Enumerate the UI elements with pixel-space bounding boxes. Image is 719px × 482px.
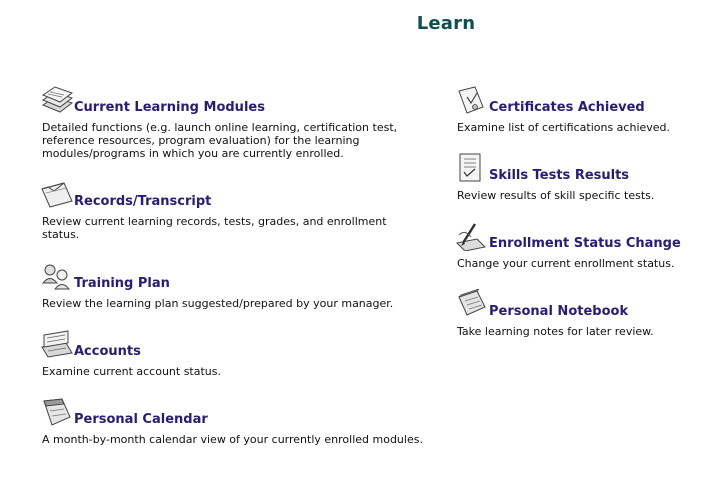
- enrollment-status-change-link[interactable]: [455, 221, 705, 253]
- certificates-achieved-title[interactable]: Certificates Achieved: [489, 100, 645, 115]
- calculator-icon[interactable]: [40, 329, 74, 359]
- training-plan-description: Review the learning plan suggested/prepared by your manager.: [42, 297, 394, 310]
- records-transcript-description: Review current learning records, tests, grades, and enrollment status.: [42, 215, 387, 241]
- page-title: Learn: [416, 13, 476, 34]
- personal-notebook-description: Take learning notes for later review.: [457, 325, 654, 338]
- current-learning-modules-item: [40, 85, 425, 179]
- enrollment-status-change-title[interactable]: Enrollment Status Change: [489, 236, 681, 251]
- stacked-modules-icon[interactable]: [40, 85, 74, 115]
- personal-notebook-link[interactable]: [455, 289, 705, 321]
- accounts-link[interactable]: [40, 329, 425, 361]
- personal-calendar-link[interactable]: [40, 397, 425, 429]
- certificate-icon[interactable]: [455, 85, 489, 115]
- right-column: [455, 85, 705, 357]
- records-transcript-link[interactable]: [40, 179, 425, 211]
- people-icon[interactable]: [40, 261, 74, 291]
- pen-paper-icon[interactable]: [455, 221, 489, 251]
- certificates-achieved-link[interactable]: [455, 85, 705, 117]
- training-plan-title[interactable]: Training Plan: [74, 276, 170, 291]
- accounts-item: [40, 329, 425, 397]
- training-plan-item: [40, 261, 425, 329]
- enrollment-status-change-description: Change your current enrollment status.: [457, 257, 675, 270]
- skills-tests-results-item: [455, 153, 705, 221]
- current-learning-modules-description: Detailed functions (e.g. launch online learning, certification test, reference resources, program evaluation) for the learning modules/programs in which you are currently enrolled.: [42, 121, 398, 160]
- skills-tests-results-description: Review results of skill specific tests.: [457, 189, 655, 202]
- notebook-icon[interactable]: [455, 289, 489, 319]
- personal-calendar-description: A month-by-month calendar view of your currently enrolled modules.: [42, 433, 423, 446]
- personal-notebook-item: [455, 289, 705, 357]
- certificates-achieved-description: Examine list of certifications achieved.: [457, 121, 671, 134]
- test-sheet-icon[interactable]: [455, 153, 489, 183]
- personal-notebook-title[interactable]: Personal Notebook: [489, 304, 629, 319]
- enrollment-status-change-item: [455, 221, 705, 289]
- calendar-icon[interactable]: [40, 397, 74, 427]
- skills-tests-results-link[interactable]: [455, 153, 705, 185]
- records-transcript-item: [40, 179, 425, 261]
- accounts-description: Examine current account status.: [42, 365, 222, 378]
- left-column: [40, 85, 425, 477]
- personal-calendar-item: [40, 397, 425, 477]
- current-learning-modules-title[interactable]: Current Learning Modules: [74, 100, 265, 115]
- skills-tests-results-title[interactable]: Skills Tests Results: [489, 168, 630, 183]
- records-transcript-title[interactable]: Records/Transcript: [74, 194, 212, 209]
- certificates-achieved-item: [455, 85, 705, 153]
- current-learning-modules-link[interactable]: [40, 85, 425, 117]
- training-plan-link[interactable]: [40, 261, 425, 293]
- personal-calendar-title[interactable]: Personal Calendar: [74, 412, 208, 427]
- folder-icon[interactable]: [40, 179, 74, 209]
- accounts-title[interactable]: Accounts: [74, 344, 141, 359]
